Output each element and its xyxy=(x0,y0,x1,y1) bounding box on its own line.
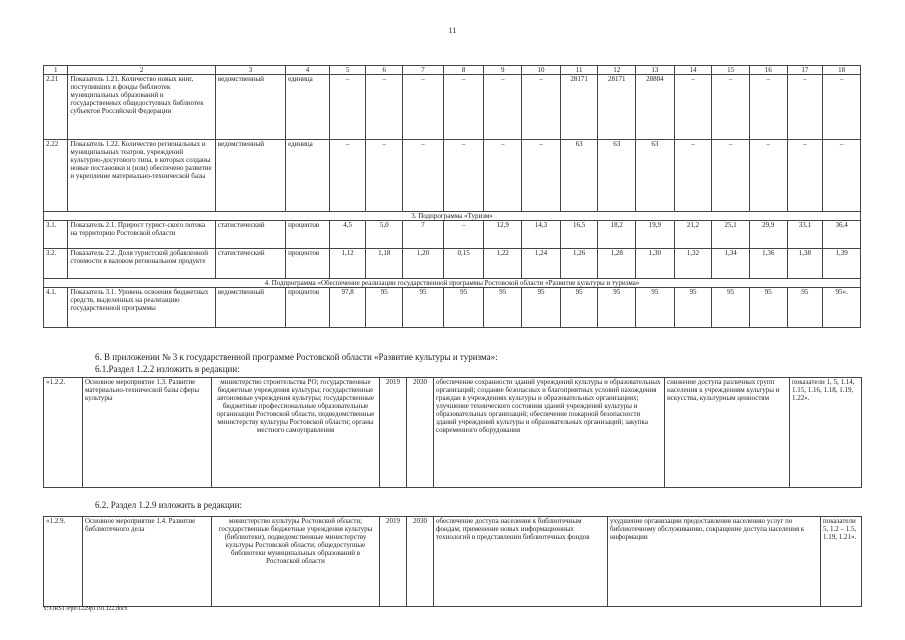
value-cell: 28884 xyxy=(636,75,675,140)
header-cell: 11 xyxy=(560,66,598,75)
value-cell: 29,9 xyxy=(749,221,787,249)
value-cell: – xyxy=(366,75,403,140)
value-cell: 95 xyxy=(749,288,787,328)
indicator-name: Показатель 3.1. Уровень освоения бюджетных средств, выделенных на реализацию государственной программы xyxy=(68,288,216,328)
value-cell: – xyxy=(522,140,561,212)
value-cell: – xyxy=(674,140,712,212)
value-cell: – xyxy=(787,75,823,140)
event-name: Основное мероприятие 1.3. Развитие материально-технической базы сферы культуры xyxy=(83,378,212,488)
unit: процентов xyxy=(286,221,330,249)
subprogram-row xyxy=(44,279,861,288)
value-cell: 1,26 xyxy=(560,249,598,279)
header-cell: 6 xyxy=(366,66,403,75)
value-cell: 1,28 xyxy=(598,249,636,279)
row-number: 4.1. xyxy=(44,288,68,328)
value-cell: 63 xyxy=(560,140,598,212)
indicator-name: Показатель 1.21. Количество новых книг, поступивших в фонды библиотек муниципальных образований и государственных общедоступных библиотек субъектов Российской Федерации xyxy=(68,75,216,140)
header-cell: 1 xyxy=(44,66,68,75)
header-cell: 8 xyxy=(443,66,484,75)
header-cell: 13 xyxy=(636,66,675,75)
value-cell: 1,20 xyxy=(403,249,444,279)
value-cell: 28171 xyxy=(598,75,636,140)
value-cell: 28171 xyxy=(560,75,598,140)
value-cell: 95 xyxy=(366,288,403,328)
value-cell: 1,22 xyxy=(484,249,522,279)
value-cell: – xyxy=(674,75,712,140)
expected-result: обеспечение доступа населения к библиотечным фондам; применение новых информационных технологий в представлении библиотечных фондов xyxy=(434,517,608,607)
row-number: 2.21 xyxy=(44,75,68,140)
value-cell: – xyxy=(749,140,787,212)
value-cell: 4,5 xyxy=(329,221,366,249)
value-cell: 33,1 xyxy=(787,221,823,249)
table-row xyxy=(44,140,861,212)
start-year: 2019 xyxy=(380,517,407,607)
indicator-name: Показатель 2.1. Прирост турист-ского потока на территорию Ростовской области xyxy=(68,221,216,249)
header-cell: 2 xyxy=(68,66,216,75)
row-number: 2.22 xyxy=(44,140,68,212)
table-row xyxy=(44,288,861,328)
header-cell: 14 xyxy=(674,66,712,75)
indicator-type: статистический xyxy=(215,249,285,279)
value-cell: 12,9 xyxy=(484,221,522,249)
table-row xyxy=(44,75,861,140)
value-cell: – xyxy=(484,75,522,140)
value-cell: 95 xyxy=(712,288,750,328)
unit: процентов xyxy=(286,288,330,328)
value-cell: 19,9 xyxy=(636,221,675,249)
header-cell: 15 xyxy=(712,66,750,75)
executors: министерство культуры Ростовской области; государственные бюджетные учреждения культуры (библиотеки), подведомственные министерству культуры Ростовской области; общедоступные библиотеки муниципальных образований в Ростовской области xyxy=(212,517,380,607)
paragraph-6-2: 6.2. Раздел 1.2.9 изложить в редакции: xyxy=(95,500,242,510)
paragraph-6-1: 6.1.Раздел 1.2.2 изложить в редакции: xyxy=(95,364,240,374)
value-cell: 95 xyxy=(636,288,675,328)
value-cell: 36,4 xyxy=(823,221,861,249)
unit: единица xyxy=(286,140,330,212)
value-cell: – xyxy=(443,221,484,249)
related-indicators: показатели 1, 5, 1.14, 1.15, 1.16, 1.18, 1.19, 1.22». xyxy=(790,378,862,488)
table-row xyxy=(44,221,861,249)
value-cell: 0,15 xyxy=(443,249,484,279)
value-cell: 95 xyxy=(443,288,484,328)
value-cell: 97,8 xyxy=(329,288,366,328)
start-year: 2019 xyxy=(380,378,407,488)
unit: единица xyxy=(286,75,330,140)
value-cell: 95 xyxy=(598,288,636,328)
header-cell: 12 xyxy=(598,66,636,75)
value-cell: 14,3 xyxy=(522,221,561,249)
value-cell: 95 xyxy=(560,288,598,328)
header-row xyxy=(44,66,861,75)
indicator-type: статистический xyxy=(215,221,285,249)
row-number: 3.1. xyxy=(44,221,68,249)
related-indicators: показатели 5, 1.2 – 1.5, 1.19, 1.21». xyxy=(821,517,862,607)
header-cell: 7 xyxy=(403,66,444,75)
unit: процентов xyxy=(286,249,330,279)
value-cell: 1,36 xyxy=(749,249,787,279)
value-cell: – xyxy=(522,75,561,140)
value-cell: – xyxy=(403,75,444,140)
value-cell: – xyxy=(749,75,787,140)
value-cell: 18,2 xyxy=(598,221,636,249)
value-cell: – xyxy=(484,140,522,212)
value-cell: 63 xyxy=(636,140,675,212)
value-cell: – xyxy=(329,75,366,140)
end-year: 2030 xyxy=(407,517,434,607)
indicator-name: Показатель 1.22. Количество региональных и муниципальных театров, учреждений культурно-досугового типа, в которых созданы новые постановки и (или) обеспечено развитие и укрепление материально-технической базы xyxy=(68,140,216,212)
section-1-2-9-table xyxy=(43,516,862,607)
value-cell: 1,32 xyxy=(674,249,712,279)
consequence: снижение доступа различных групп населения к учреждениям культуры и искусства, культурным ценностям xyxy=(665,378,790,488)
value-cell: 1,38 xyxy=(787,249,823,279)
value-cell: 21,2 xyxy=(674,221,712,249)
value-cell: – xyxy=(712,140,750,212)
value-cell: 7 xyxy=(403,221,444,249)
value-cell: – xyxy=(403,140,444,212)
indicator-type: ведомственный xyxy=(215,75,285,140)
value-cell: 1,39 xyxy=(823,249,861,279)
value-cell: 95 xyxy=(484,288,522,328)
value-cell: – xyxy=(366,140,403,212)
header-cell: 10 xyxy=(522,66,561,75)
subprogram-title: 4. Подпрограмма «Обеспечение реализации государственной программы Ростовской области «Развитие культуры и туризма» xyxy=(44,279,861,288)
value-cell: 1,12 xyxy=(329,249,366,279)
value-cell: 16,5 xyxy=(560,221,598,249)
value-cell: 25,1 xyxy=(712,221,750,249)
indicator-type: ведомственный xyxy=(215,140,285,212)
value-cell: – xyxy=(823,75,861,140)
file-path-footer: Y:\ORST\Ppo\1229p1191.f22.docx xyxy=(43,606,128,612)
subprogram-row xyxy=(44,212,861,221)
header-cell: 5 xyxy=(329,66,366,75)
header-cell: 17 xyxy=(787,66,823,75)
value-cell: – xyxy=(443,75,484,140)
expected-result: обеспечение сохранности зданий учреждений культуры и образовательных организаций; создание безопасных и благоприятных условий нахождения граждан в учреждениях культуры и образовательных организациях; улучшение технического состояния зданий учреждений культуры и образовательных организаций; обеспечение пожарной безопасности зданий учреждений культуры и образовательных организаций; закупка современного оборудования xyxy=(434,378,665,488)
end-year: 2030 xyxy=(407,378,434,488)
value-cell: 95 xyxy=(522,288,561,328)
value-cell: 95 xyxy=(403,288,444,328)
header-cell: 3 xyxy=(215,66,285,75)
value-cell: 5,0 xyxy=(366,221,403,249)
value-cell: 1,30 xyxy=(636,249,675,279)
row-number: «1.2.2. xyxy=(44,378,83,488)
header-cell: 4 xyxy=(286,66,330,75)
consequence: ухудшение организации предоставления населению услуг по библиотечному обслуживанию, сокращение доступа населения к информации xyxy=(608,517,821,607)
value-cell: 95 xyxy=(787,288,823,328)
row-number: «1.2.9. xyxy=(44,517,83,607)
subprogram-title: 3. Подпрограмма «Туризм» xyxy=(44,212,861,221)
section-1-2-2-table xyxy=(43,377,862,488)
page-number: 11 xyxy=(448,26,457,35)
indicator-type: ведомственный xyxy=(215,288,285,328)
value-cell: 63 xyxy=(598,140,636,212)
value-cell: – xyxy=(712,75,750,140)
value-cell: 95». xyxy=(823,288,861,328)
paragraph-6: 6. В приложении № 3 к государственной программе Ростовской области «Развитие культуры и туризма»: xyxy=(95,352,498,362)
value-cell: – xyxy=(823,140,861,212)
indicators-table xyxy=(43,65,861,328)
value-cell: – xyxy=(787,140,823,212)
indicator-name: Показатель 2.2. Доля туристской добавленной стоимости в валовом региональном продукте xyxy=(68,249,216,279)
header-cell: 18 xyxy=(823,66,861,75)
executors: министерство строительства РО; государственные бюджетные учреждения культуры; государственные автономные учреждения культуры; государственные бюджетные профессиональные образовательные организации Ростовской области, подведомственные министерству культуры Ростовской области; органы местного самоуправления xyxy=(212,378,380,488)
table-row xyxy=(44,249,861,279)
row-number: 3.2. xyxy=(44,249,68,279)
header-cell: 9 xyxy=(484,66,522,75)
header-cell: 16 xyxy=(749,66,787,75)
value-cell: 1,18 xyxy=(366,249,403,279)
value-cell: 95 xyxy=(674,288,712,328)
event-name: Основное мероприятие 1.4. Развитие библиотечного дела xyxy=(83,517,212,607)
value-cell: 1,24 xyxy=(522,249,561,279)
value-cell: 1,34 xyxy=(712,249,750,279)
value-cell: – xyxy=(443,140,484,212)
value-cell: – xyxy=(329,140,366,212)
